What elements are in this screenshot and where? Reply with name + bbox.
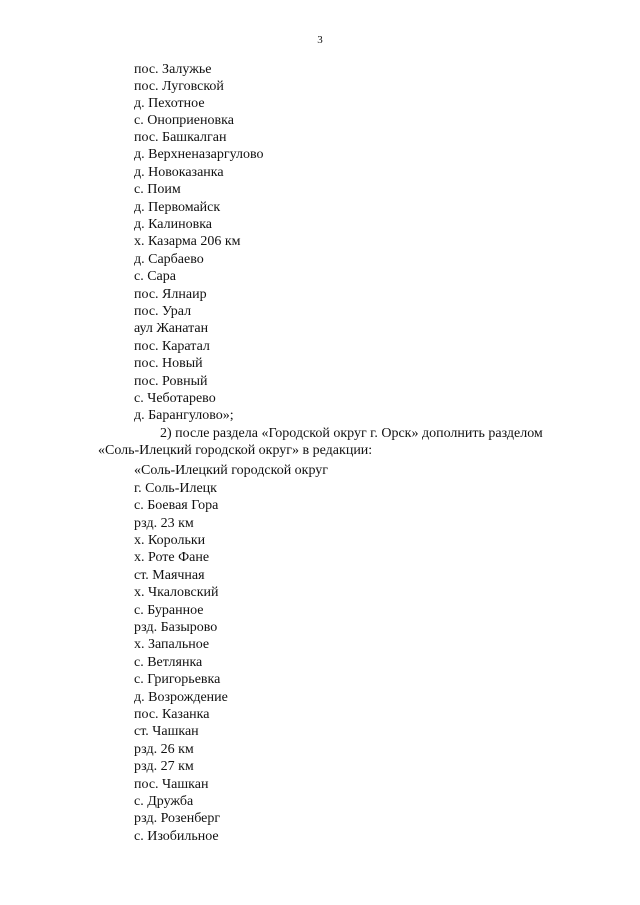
list-item: х. Казарма 206 км <box>134 234 241 249</box>
list-item: пос. Урал <box>134 304 192 319</box>
list-item: с. Сара <box>134 269 176 284</box>
list-item: г. Соль-Илецк <box>134 481 217 496</box>
list-item: д. Барангулово»; <box>134 408 234 423</box>
list-item: пос. Залужье <box>134 62 212 77</box>
list-item: с. Изобильное <box>134 829 219 844</box>
list-item: д. Новоказанка <box>134 165 224 180</box>
list-item: пос. Башкалган <box>134 130 227 145</box>
list-item: пос. Луговской <box>134 79 224 94</box>
list-item: пос. Ровный <box>134 374 208 389</box>
list-item: х. Корольки <box>134 533 206 548</box>
list-item: рзд. 27 км <box>134 759 194 774</box>
list-item: пос. Каратал <box>134 339 210 354</box>
list-item: рзд. Базырово <box>134 620 218 635</box>
list-item: с. Боевая Гора <box>134 498 219 513</box>
list-item: х. Чкаловский <box>134 585 219 600</box>
paragraph-line: 2) после раздела «Городской округ г. Орск» дополнить разделом <box>160 426 543 441</box>
list-item: пос. Ялнаир <box>134 287 207 302</box>
paragraph-line: «Соль-Илецкий городской округ» в редакции: <box>98 443 373 458</box>
list-item: ст. Чашкан <box>134 724 199 739</box>
list-item: с. Поим <box>134 182 181 197</box>
list-item: д. Сарбаево <box>134 252 204 267</box>
list-item: с. Григорьевка <box>134 672 221 687</box>
list-item: с. Чеботарево <box>134 391 216 406</box>
list-item: с. Оноприеновка <box>134 113 234 128</box>
list-item: д. Верхненазаргулово <box>134 147 264 162</box>
list-item: пос. Новый <box>134 356 203 371</box>
list-item: аул Жанатан <box>134 321 209 336</box>
amendment-paragraph <box>98 425 543 459</box>
list-item: с. Буранное <box>134 603 204 618</box>
list-item: х. Роте Фане <box>134 550 210 565</box>
list-item: д. Возрождение <box>134 690 228 705</box>
list-item: х. Запальное <box>134 637 210 652</box>
list-item: ст. Маячная <box>134 568 205 583</box>
list-item: д. Пехотное <box>134 96 205 111</box>
list-item: д. Калиновка <box>134 217 212 232</box>
list-item: пос. Чашкан <box>134 777 209 792</box>
list-item: с. Дружба <box>134 794 194 809</box>
section-heading: «Соль-Илецкий городской округ <box>134 463 329 478</box>
list-item: пос. Казанка <box>134 707 210 722</box>
list-item: д. Первомайск <box>134 200 221 215</box>
page-number: 3 <box>317 34 323 46</box>
list-item: рзд. 26 км <box>134 742 194 757</box>
list-item: с. Ветлянка <box>134 655 203 670</box>
list-item: рзд. Розенберг <box>134 811 221 826</box>
list-item: рзд. 23 км <box>134 516 194 531</box>
